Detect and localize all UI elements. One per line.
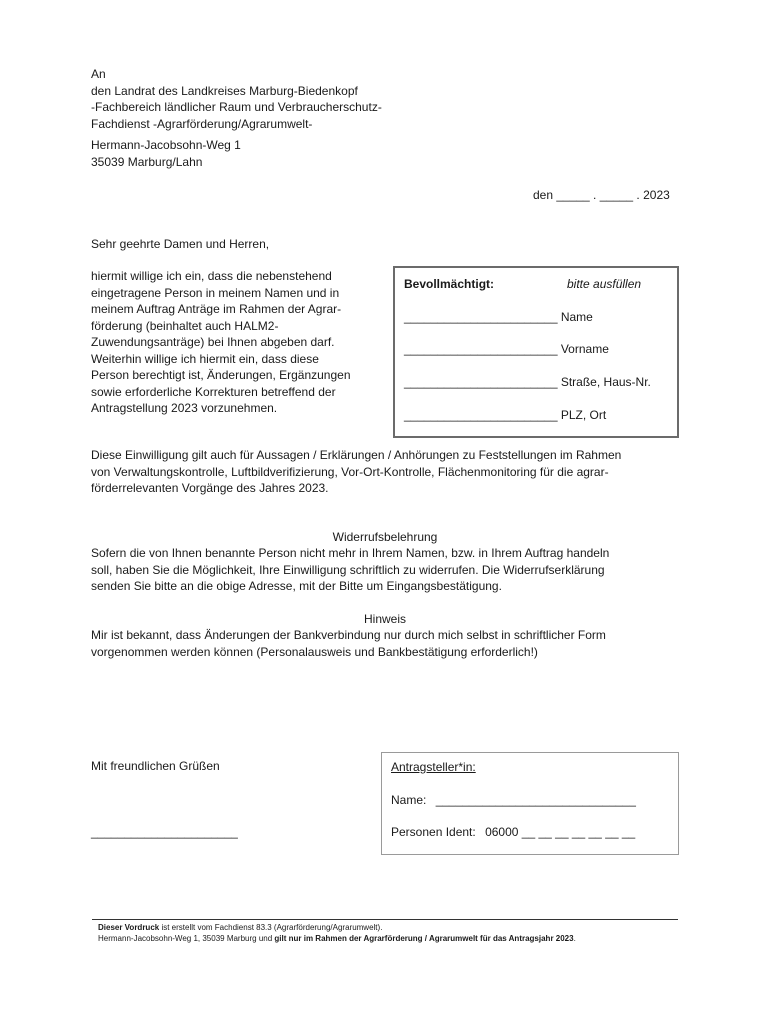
consent-line: Zuwendungsanträge) bei Ihnen abgeben darf. <box>91 335 335 349</box>
notice-title: Hinweis <box>363 612 406 626</box>
field-label: PLZ, Ort <box>560 408 607 422</box>
authorized-street-field[interactable] <box>404 374 651 391</box>
signature-line[interactable]: ______________________ <box>91 825 238 839</box>
recipient-street-block <box>91 137 241 170</box>
authorized-person-box <box>393 266 679 438</box>
blank-line: _______________________ <box>404 310 558 324</box>
scope-paragraph <box>91 447 621 497</box>
consent-line: Weiterhin willige ich hiermit ein, dass diese <box>91 351 319 366</box>
consent-line: sowie erforderliche Korrekturen betreffend der <box>91 384 336 399</box>
footer-line-1 <box>98 922 382 933</box>
consent-line: hiermit willige ich ein, dass die nebenstehend <box>91 269 332 283</box>
notice-line: vorgenommen werden können (Personalausweis und Bankbestätigung erforderlich!) <box>91 644 538 659</box>
scope-line: förderrelevanten Vorgänge des Jahres 2023. <box>91 481 329 495</box>
consent-line: meinem Auftrag Anträge im Rahmen der Agrar- <box>91 302 342 316</box>
revocation-line: senden Sie bitte an die obige Adresse, mit der Bitte um Eingangsbestätigung. <box>91 579 502 593</box>
closing-greeting: Mit freundlichen Grüßen <box>91 759 220 773</box>
address-line: den Landrat des Landkreises Marburg-Biedenkopf <box>91 83 358 98</box>
authorized-firstname-field[interactable] <box>404 341 609 358</box>
field-label: Personen Ident: <box>391 825 476 839</box>
field-label: Name: <box>391 793 427 807</box>
blank-line: _______________________ <box>404 375 558 389</box>
notice-text <box>91 627 606 660</box>
revocation-title: Widerrufsbelehrung <box>332 530 438 544</box>
applicant-box <box>381 752 679 855</box>
date-line[interactable]: den _____ . _____ . 2023 <box>533 188 670 202</box>
footer-text: ist erstellt vom Fachdienst 83.3 (Agrarförderung/Agrarumwelt). <box>159 923 383 932</box>
applicant-ident-field[interactable] <box>391 824 635 841</box>
recipient-address <box>91 66 382 132</box>
footer-line-2 <box>98 933 576 944</box>
notice-line: Mir ist bekannt, dass Änderungen der Bankverbindung nur durch mich selbst in schriftlicher Form <box>91 628 606 642</box>
field-label: Name <box>560 310 593 324</box>
authorized-city-field[interactable] <box>404 407 606 424</box>
address-city: 35039 Marburg/Lahn <box>91 154 203 169</box>
consent-line: Antragstellung 2023 vorzunehmen. <box>91 401 278 415</box>
ident-value: 06000 __ __ __ __ __ __ __ <box>485 825 636 839</box>
address-line: An <box>91 67 106 81</box>
blank-line: _______________________ <box>404 408 558 422</box>
address-line: Fachdienst -Agrarförderung/Agrarumwelt- <box>91 116 313 131</box>
authorized-heading: Bevollmächtigt: <box>404 277 495 291</box>
salutation: Sehr geehrte Damen und Herren, <box>91 237 270 251</box>
address-line: -Fachbereich ländlicher Raum und Verbraucherschutz- <box>91 100 382 114</box>
field-label: Straße, Haus-Nr. <box>560 375 651 389</box>
applicant-name-field[interactable] <box>391 792 636 809</box>
footer-bold: gilt nur im Rahmen der Agrarförderung / Agrarumwelt für das Antragsjahr 2023 <box>274 934 574 943</box>
consent-line: förderung (beinhaltet auch HALM2- <box>91 318 279 333</box>
authorized-name-field[interactable] <box>404 309 593 326</box>
blank-line: _______________________ <box>404 342 558 356</box>
revocation-text <box>91 545 609 595</box>
footer-text: . <box>573 934 576 943</box>
scope-line: Diese Einwilligung gilt auch für Aussagen / Erklärungen / Anhörungen zu Feststellungen im Rahmen <box>91 448 622 462</box>
revocation-line: Sofern die von Ihnen benannte Person nicht mehr in Ihrem Namen, bzw. in Ihrem Auftrag handeln <box>91 546 610 560</box>
fill-in-hint: bitte ausfüllen <box>567 277 642 291</box>
footer-bold: Dieser Vordruck <box>98 923 160 932</box>
revocation-line: soll, haben Sie die Möglichkeit, Ihre Einwilligung schriftlich zu widerrufen. Die Widerrufserklärung <box>91 562 605 577</box>
scope-line: von Verwaltungskontrolle, Luftbildverifizierung, Vor-Ort-Kontrolle, Flächenmonitoring für die agrar- <box>91 464 609 479</box>
footer-text: Hermann-Jacobsohn-Weg 1, 35039 Marburg und <box>98 934 275 943</box>
field-label: Vorname <box>560 342 609 356</box>
address-street: Hermann-Jacobsohn-Weg 1 <box>91 138 241 152</box>
consent-paragraph <box>91 268 351 417</box>
applicant-heading: Antragsteller*in: <box>391 760 476 774</box>
footer-divider <box>92 919 678 920</box>
blank-line: ______________________________ <box>435 793 636 807</box>
consent-line: Person berechtigt ist, Änderungen, Ergänzungen <box>91 368 351 382</box>
consent-line: eingetragene Person in meinem Namen und in <box>91 285 340 300</box>
